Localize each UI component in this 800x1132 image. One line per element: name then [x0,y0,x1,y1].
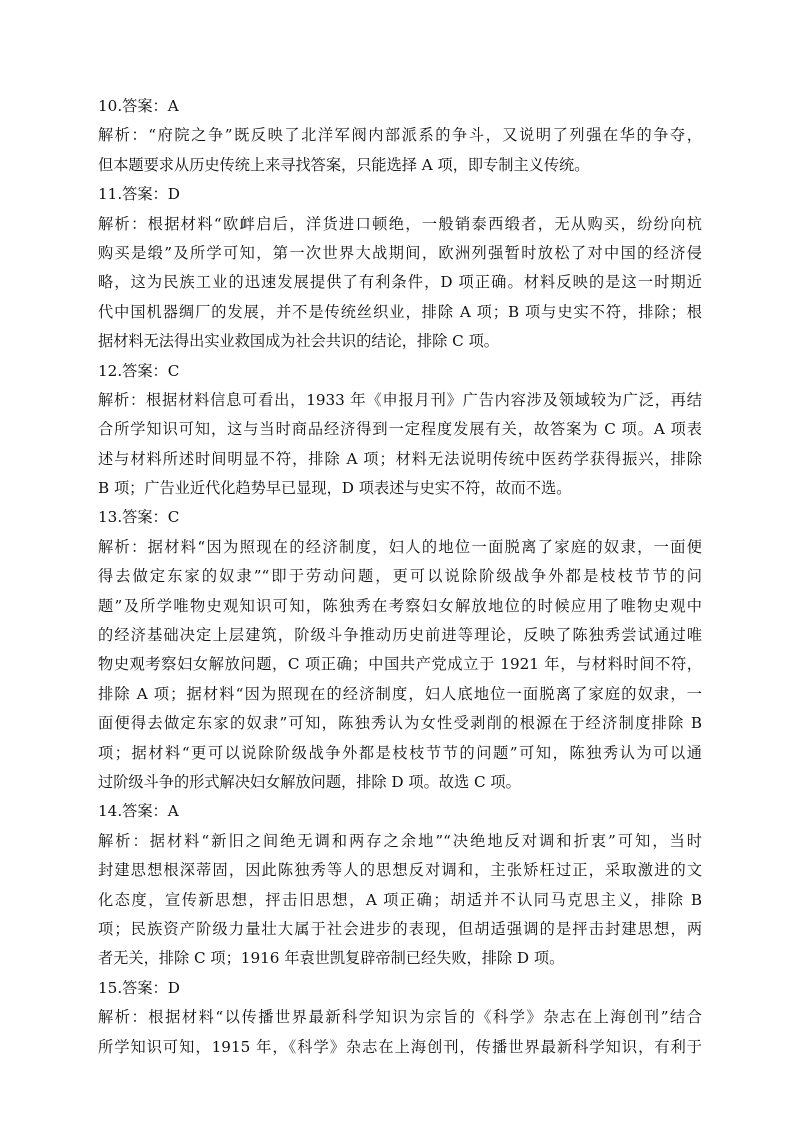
explanation-line: 但本题要求从历史传统上来寻找答案，只能选择 A 项，即专制主义传统。 [98,155,590,174]
explanation-line: 购买是缎”及所学可知，第一次世界大战期间，欧洲列强暂时放松了对中国的经济侵 [98,243,702,262]
explanation-line: 解析：根据材料信息可看出，1933 年《申报月刊》广告内容涉及领域较为广泛，再结 [98,390,702,409]
explanation-line: 述与材料所述时间明显不符，排除 A 项；材料无法说明传统中医药学获得振兴，排除 [98,449,702,468]
explanation-line: 略，这为民族工业的迅速发展提供了有利条件，D 项正确。材料反映的是这一时期近 [98,273,702,292]
explanation-line: 解析：据材料“新旧之间绝无调和两存之余地”“决绝地反对调和折衷”可知，当时 [98,831,702,850]
explanation-line: B 项；广告业近代化趋势早已显现，D 项表述与史实不符，故而不选。 [98,479,572,498]
explanation-line: 过阶级斗争的形式解决妇女解放问题，排除 D 项。故选 C 项。 [98,772,521,791]
answer-heading: 15.答案：D [98,978,180,997]
explanation-line: 物史观考察妇女解放问题，C 项正确；中国共产党成立于 1921 年，与材料时间不符， [98,655,702,674]
explanation-line: 解析：根据材料“欧衅启后，洋货进口顿绝，一般销泰西缎者，无从购买，纷纷向杭 [98,214,702,233]
explanation-line: 的经济基础决定上层建筑，阶级斗争推动历史前进等理论，反映了陈独秀尝试通过唯 [98,626,702,645]
explanation-line: 所学知识可知，1915 年，《科学》杂志在上海创刊，传播世界最新科学知识，有利于 [98,1037,702,1056]
explanation-line: 据材料无法得出实业救国成为社会共识的结论，排除 C 项。 [98,332,499,351]
answer-entry-12 [98,357,702,504]
explanation-line: 项；据材料“更可以说除阶级战争外都是枝枝节节的问题”可知，陈独秀认为可以通 [98,743,702,762]
explanation-line: 化态度，宣传新思想，抨击旧思想，A 项正确；胡适并不认同马克思主义，排除 B [98,890,702,909]
explanation-line: 得去做定东家的奴隶”“即于劳动问题，更可以说除阶级战争外都是枝枝节节的问 [98,567,702,586]
explanation-line: 面便得去做定东家的奴隶”可知，陈独秀认为女性受剥削的根源在于经济制度排除 B [98,714,702,733]
explanation-line: 解析：“府院之争”既反映了北洋军阀内部派系的争斗，又说明了列强在华的争夺， [98,126,702,145]
explanation-line: 解析：据材料“因为照现在的经济制度，妇人的地位一面脱离了家庭的奴隶，一面便 [98,537,702,556]
answer-entry-10 [98,92,702,180]
answer-heading: 10.答案：A [98,97,179,115]
answer-heading: 11.答案：D [98,185,180,204]
explanation-line: 代中国机器绸厂的发展，并不是传统丝织业，排除 A 项；B 项与史实不符，排除；根 [98,302,702,321]
answer-entry-14 [98,797,702,973]
explanation-line: 者无关，排除 C 项；1916 年袁世凯复辟帝制已经失败，排除 D 项。 [98,949,565,968]
explanation-line: 题”及所学唯物史观知识可知，陈独秀在考察妇女解放地位的时候应用了唯物史观中 [98,596,702,615]
explanation-line: 项；民族资产阶级力量壮大属于社会进步的表现，但胡适强调的是抨击封建思想，两 [98,919,702,938]
answer-heading: 12.答案：C [98,361,180,380]
explanation-line: 解析：根据材料“以传播世界最新科学知识为宗旨的《科学》杂志在上海创刊”结合 [98,1008,702,1027]
answer-heading: 13.答案：C [98,508,180,527]
answer-entry-11 [98,180,702,356]
explanation-line: 封建思想根深蒂固，因此陈独秀等人的思想反对调和，主张矫枉过正，采取激进的文 [98,861,702,880]
answer-entry-15 [98,974,702,1062]
document-page [98,92,702,1062]
explanation-line: 排除 A 项；据材料“因为照现在的经济制度，妇人底地位一面脱离了家庭的奴隶，一 [98,684,702,703]
explanation-line: 合所学知识可知，这与当时商品经济得到一定程度发展有关，故答案为 C 项。A 项表 [98,420,702,439]
answer-heading: 14.答案：A [98,802,179,821]
answer-entry-13 [98,503,702,797]
